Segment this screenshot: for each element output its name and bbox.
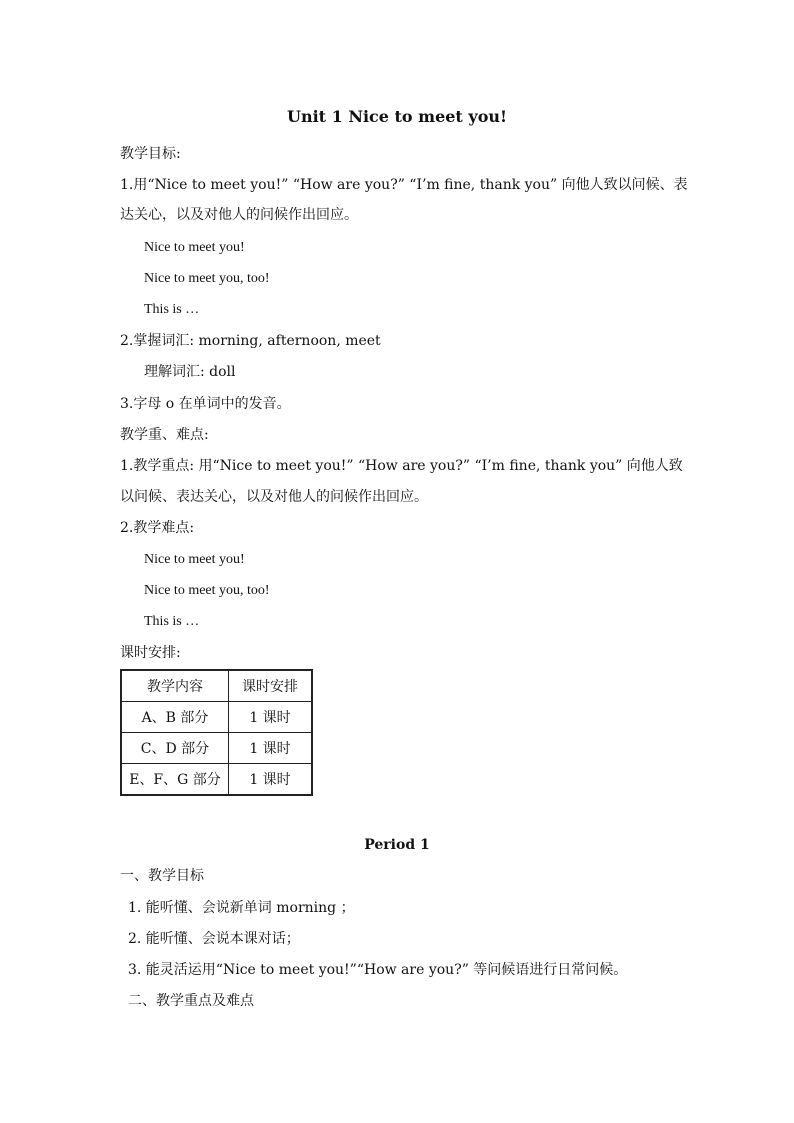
list-item: 3. 能灵活运用“Nice to meet you!”“How are you?” 等问候语进行日常问候。 [128,962,628,978]
table-cell: 1 课时 [229,702,313,733]
key2-example-3: This is … [144,614,200,629]
list-item: 2. 能听懂、会说本课对话； [128,931,300,947]
key2-example-1: Nice to meet you! [144,552,245,567]
list-item: 1. 能听懂、会说新单词 morning ； [128,900,355,916]
goal1-example-2: Nice to meet you, too! [144,271,270,286]
table-cell: 1 课时 [229,733,313,764]
table-row [121,764,312,796]
key1-line2: 以问候、表达关心，以及对他人的问候作出回应。 [120,489,428,505]
goal1-example-1: Nice to meet you! [144,240,245,255]
goal1-example-3: This is … [144,302,200,317]
table-cell: A、B 部分 [121,702,229,733]
goal1-line1: 1.用“Nice to meet you!” “How are you?” “I’m fine, thank you” 向他人致以问候、表 [120,177,688,193]
table-header-row [121,670,312,702]
goals-heading: 教学目标: [120,146,181,162]
period-heading: Period 1 [364,837,430,853]
document-title: Unit 1 Nice to meet you! [286,107,508,126]
section2-heading: 二、教学重点及难点 [128,993,254,1009]
key-difficulty-heading: 教学重、难点: [120,427,209,443]
goal3: 3.字母 o 在单词中的发音。 [120,396,291,412]
goal2: 2.掌握词汇: morning, afternoon, meet [120,333,381,349]
table-row [121,702,312,733]
table-row [121,733,312,764]
table-cell: 1 课时 [229,764,313,796]
table-header-cell: 教学内容 [121,670,229,702]
key2-example-2: Nice to meet you, too! [144,583,270,598]
schedule-heading: 课时安排: [120,645,181,661]
table-header-cell: 课时安排 [229,670,313,702]
key1-line1: 1.教学重点: 用“Nice to meet you!” “How are you?” “I’m fine, thank you” 向他人致 [120,458,683,474]
goal1-line2: 达关心，以及对他人的问候作出回应。 [120,207,358,223]
section1-heading: 一、教学目标 [120,868,204,884]
table-cell: E、F、G 部分 [121,764,229,796]
key2: 2.教学难点: [120,520,195,536]
table-cell: C、D 部分 [121,733,229,764]
schedule-table [120,669,313,796]
goal2-sub: 理解词汇: doll [144,364,236,380]
